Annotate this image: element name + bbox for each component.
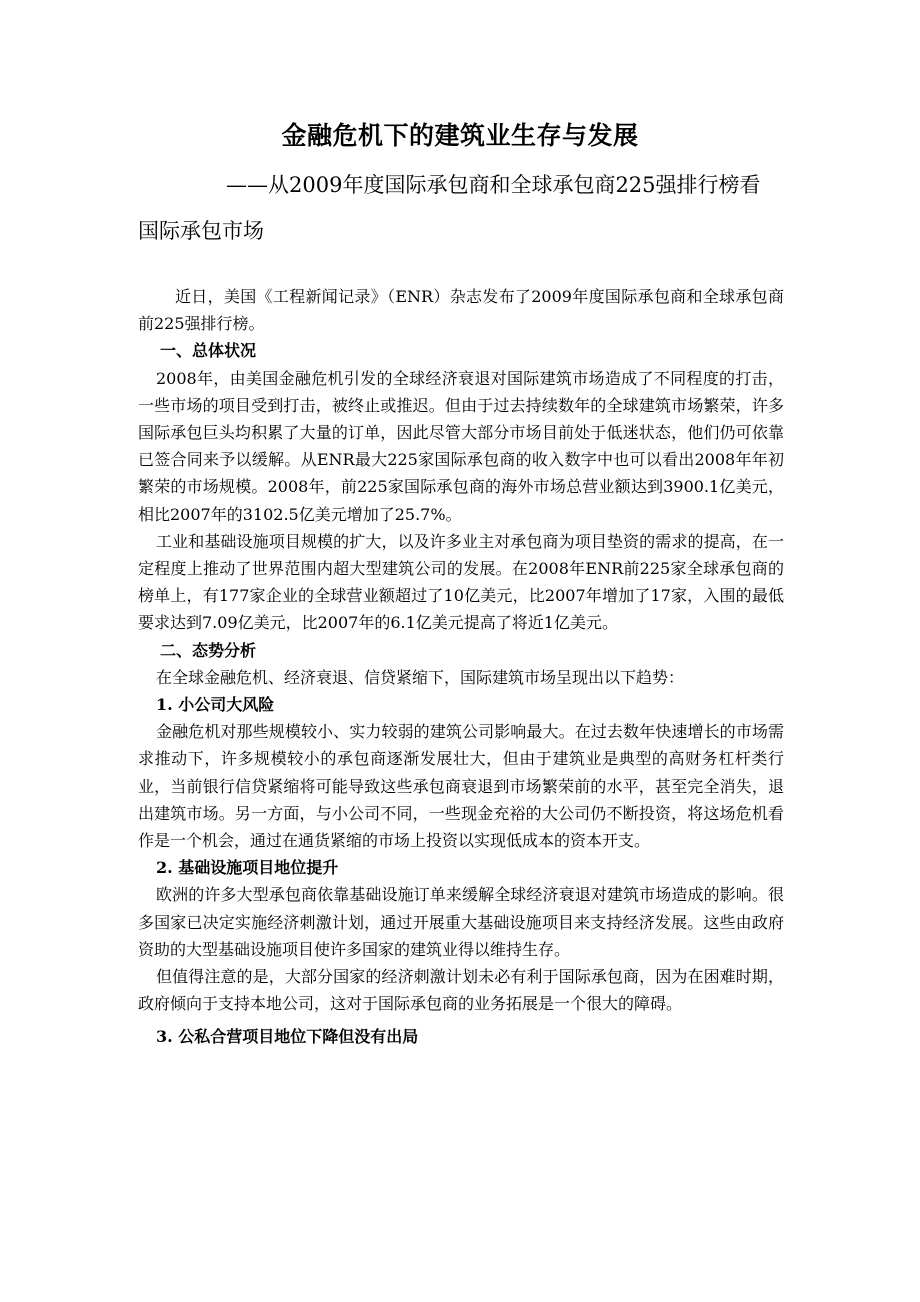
section-heading-trends: 二、态势分析: [160, 640, 257, 660]
document-body: [138, 283, 784, 1051]
overview-paragraph-1: 2008年，由美国金融危机引发的全球经济衰退对国际建筑市场造成了不同程度的打击，一些市场的项目受到打击，被终止或推迟。但由于过去持续数年的全球建筑市场繁荣，许多国际承包巨头均积累了大量的订单，因此尽管大部分市场目前处于低迷状态，他们仍可依靠已签合同来予以缓解。从ENR最大225家国际承包商的收入数字中也可以看出2008年年初繁荣的市场规模。2008年，前225家国际承包商的海外市场总营业额达到3900.1亿美元，相比2007年的3102.5亿美元增加了25.7%。: [138, 368, 784, 524]
trend-heading-3: 3. 公私合营项目地位下降但没有出局: [156, 1027, 419, 1047]
trend-paragraph-1: 金融危机对那些规模较小、实力较弱的建筑公司影响最大。在过去数年快速增长的市场需求推动下，许多规模较小的承包商逐渐发展壮大，但由于建筑业是典型的高财务杠杆类行业，当前银行信贷紧缩将可能导致这些承包商衰退到市场繁荣前的水平，甚至完全消失，退出建筑市场。另一方面，与小公司不同，一些现金充裕的大公司仍不断投资，将这场危机看作是一个机会，通过在通货紧缩的市场上投资以实现低成本的资本开支。: [138, 722, 784, 851]
document-title: 金融危机下的建筑业生存与发展: [281, 121, 639, 150]
trends-intro: 在全球金融危机、经济衰退、信贷紧缩下，国际建筑市场呈现出以下趋势：: [156, 667, 685, 687]
intro-paragraph: 近日，美国《工程新闻记录》（ENR）杂志发布了2009年度国际承包商和全球承包商前225强排行榜。: [138, 287, 784, 334]
trend-heading-2: 2. 基础设施项目地位提升: [156, 858, 339, 878]
document-subtitle-continued: 国际承包市场: [138, 219, 264, 243]
trend-paragraph-2b: 但值得注意的是，大部分国家的经济刺激计划未必有利于国际承包商，因为在困难时期，政府倾向于支持本地公司，这对于国际承包商的业务拓展是一个很大的障碍。: [138, 967, 784, 1014]
document-subtitle: ——从2009年度国际承包商和全球承包商225强排行榜看: [226, 173, 761, 197]
trend-paragraph-2a: 欧洲的许多大型承包商依靠基础设施订单来缓解全球经济衰退对建筑市场造成的影响。很多国家已决定实施经济刺激计划，通过开展重大基础设施项目来支持经济发展。这些由政府资助的大型基础设施项目使许多国家的建筑业得以维持生存。: [138, 885, 784, 959]
trend-heading-1: 1. 小公司大风险: [156, 695, 275, 715]
section-heading-overview: 一、总体状况: [160, 341, 257, 361]
overview-paragraph-2: 工业和基础设施项目规模的扩大，以及许多业主对承包商为项目垫资的需求的提高，在一定程度上推动了世界范围内超大型建筑公司的发展。在2008年ENR前225家全球承包商的榜单上，有177家企业的全球营业额超过了10亿美元，比2007年增加了17家，入围的最低要求达到7.09亿美元，比2007年的6.1亿美元提高了将近1亿美元。: [138, 531, 784, 633]
